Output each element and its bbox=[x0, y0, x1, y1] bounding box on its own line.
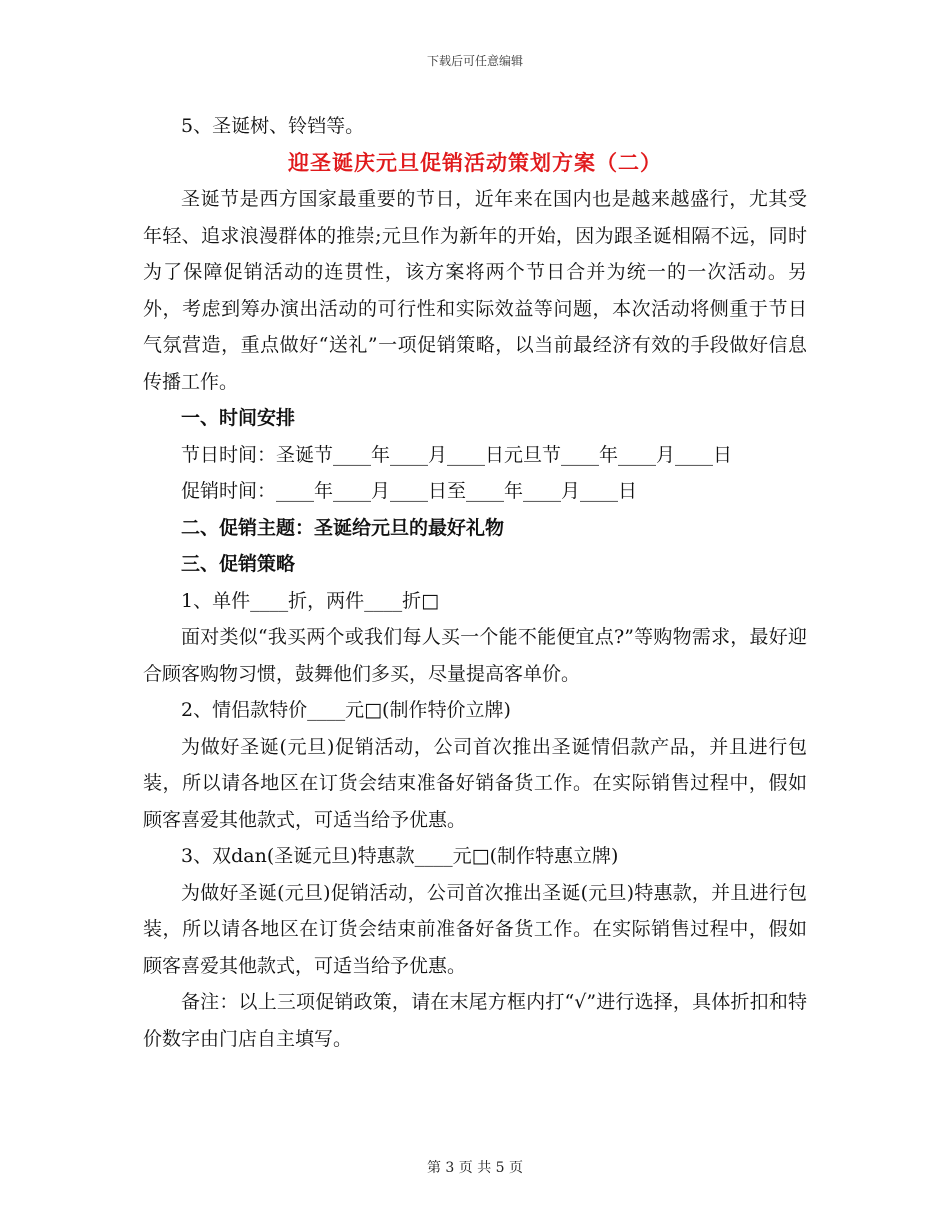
page-number: 第 3 页 共 5 页 bbox=[426, 1160, 524, 1176]
strategy-item-1: 1、单件____折，两件____折□ bbox=[181, 589, 440, 612]
document-body bbox=[143, 108, 807, 1057]
document-title: 迎圣诞庆元旦促销活动策划方案（二） bbox=[288, 149, 662, 175]
strategy-item-3-desc: 为做好圣诞(元旦)促销活动，公司首次推出圣诞(元旦)特惠款，并且进行包装，所以请各地区在订货会结束前准备好备货工作。在实际销售过程中，假如顾客喜爱其他款式，可适当给予优惠。 bbox=[143, 881, 807, 977]
festival-time-line: 节日时间：圣诞节____年____月____日元旦节____年____月____日 bbox=[181, 443, 733, 466]
header-note: 下载后可任意编辑 bbox=[426, 54, 523, 68]
strategy-item-1-desc: 面对类似“我买两个或我们每人买一个能不能便宜点?”等购物需求，最好迎合顾客购物习惯，鼓舞他们多买，尽量提高客单价。 bbox=[143, 626, 807, 685]
note-paragraph: 备注：以上三项促销政策，请在末尾方框内打“√”进行选择，具体折扣和特价数字由门店自主填写。 bbox=[143, 991, 807, 1050]
promo-time-line: 促销时间：____年____月____日至____年____月____日 bbox=[181, 480, 638, 502]
list-item-5: 5、圣诞树、铃铛等。 bbox=[181, 115, 365, 137]
strategy-item-3: 3、双dan(圣诞元旦)特惠款____元□(制作特惠立牌) bbox=[181, 845, 619, 867]
strategy-item-2-desc: 为做好圣诞(元旦)促销活动，公司首次推出圣诞情侣款产品，并且进行包装，所以请各地区在订货会结束准备好销备货工作。在实际销售过程中，假如顾客喜爱其他款式，可适当给予优惠。 bbox=[143, 735, 807, 831]
section-heading-strategy: 三、促销策略 bbox=[181, 553, 296, 575]
section-heading-time: 一、时间安排 bbox=[181, 407, 296, 429]
section-heading-theme: 二、促销主题：圣诞给元旦的最好礼物 bbox=[181, 516, 505, 539]
strategy-item-2: 2、情侣款特价____元□(制作特价立牌) bbox=[181, 699, 511, 721]
intro-paragraph: 圣诞节是西方国家最重要的节日，近年来在国内也是越来越盛行，尤其受年轻、追求浪漫群体的推崇;元旦作为新年的开始，因为跟圣诞相隔不远，同时为了保障促销活动的连贯性，该方案将两个节日合并为统一的一次活动。另外，考虑到筹办演出活动的可行性和实际效益等问题，本次活动将侧重于节日气氛营造，重点做好“送礼”一项促销策略，以当前最经济有效的手段做好信息传播工作。 bbox=[143, 188, 807, 393]
